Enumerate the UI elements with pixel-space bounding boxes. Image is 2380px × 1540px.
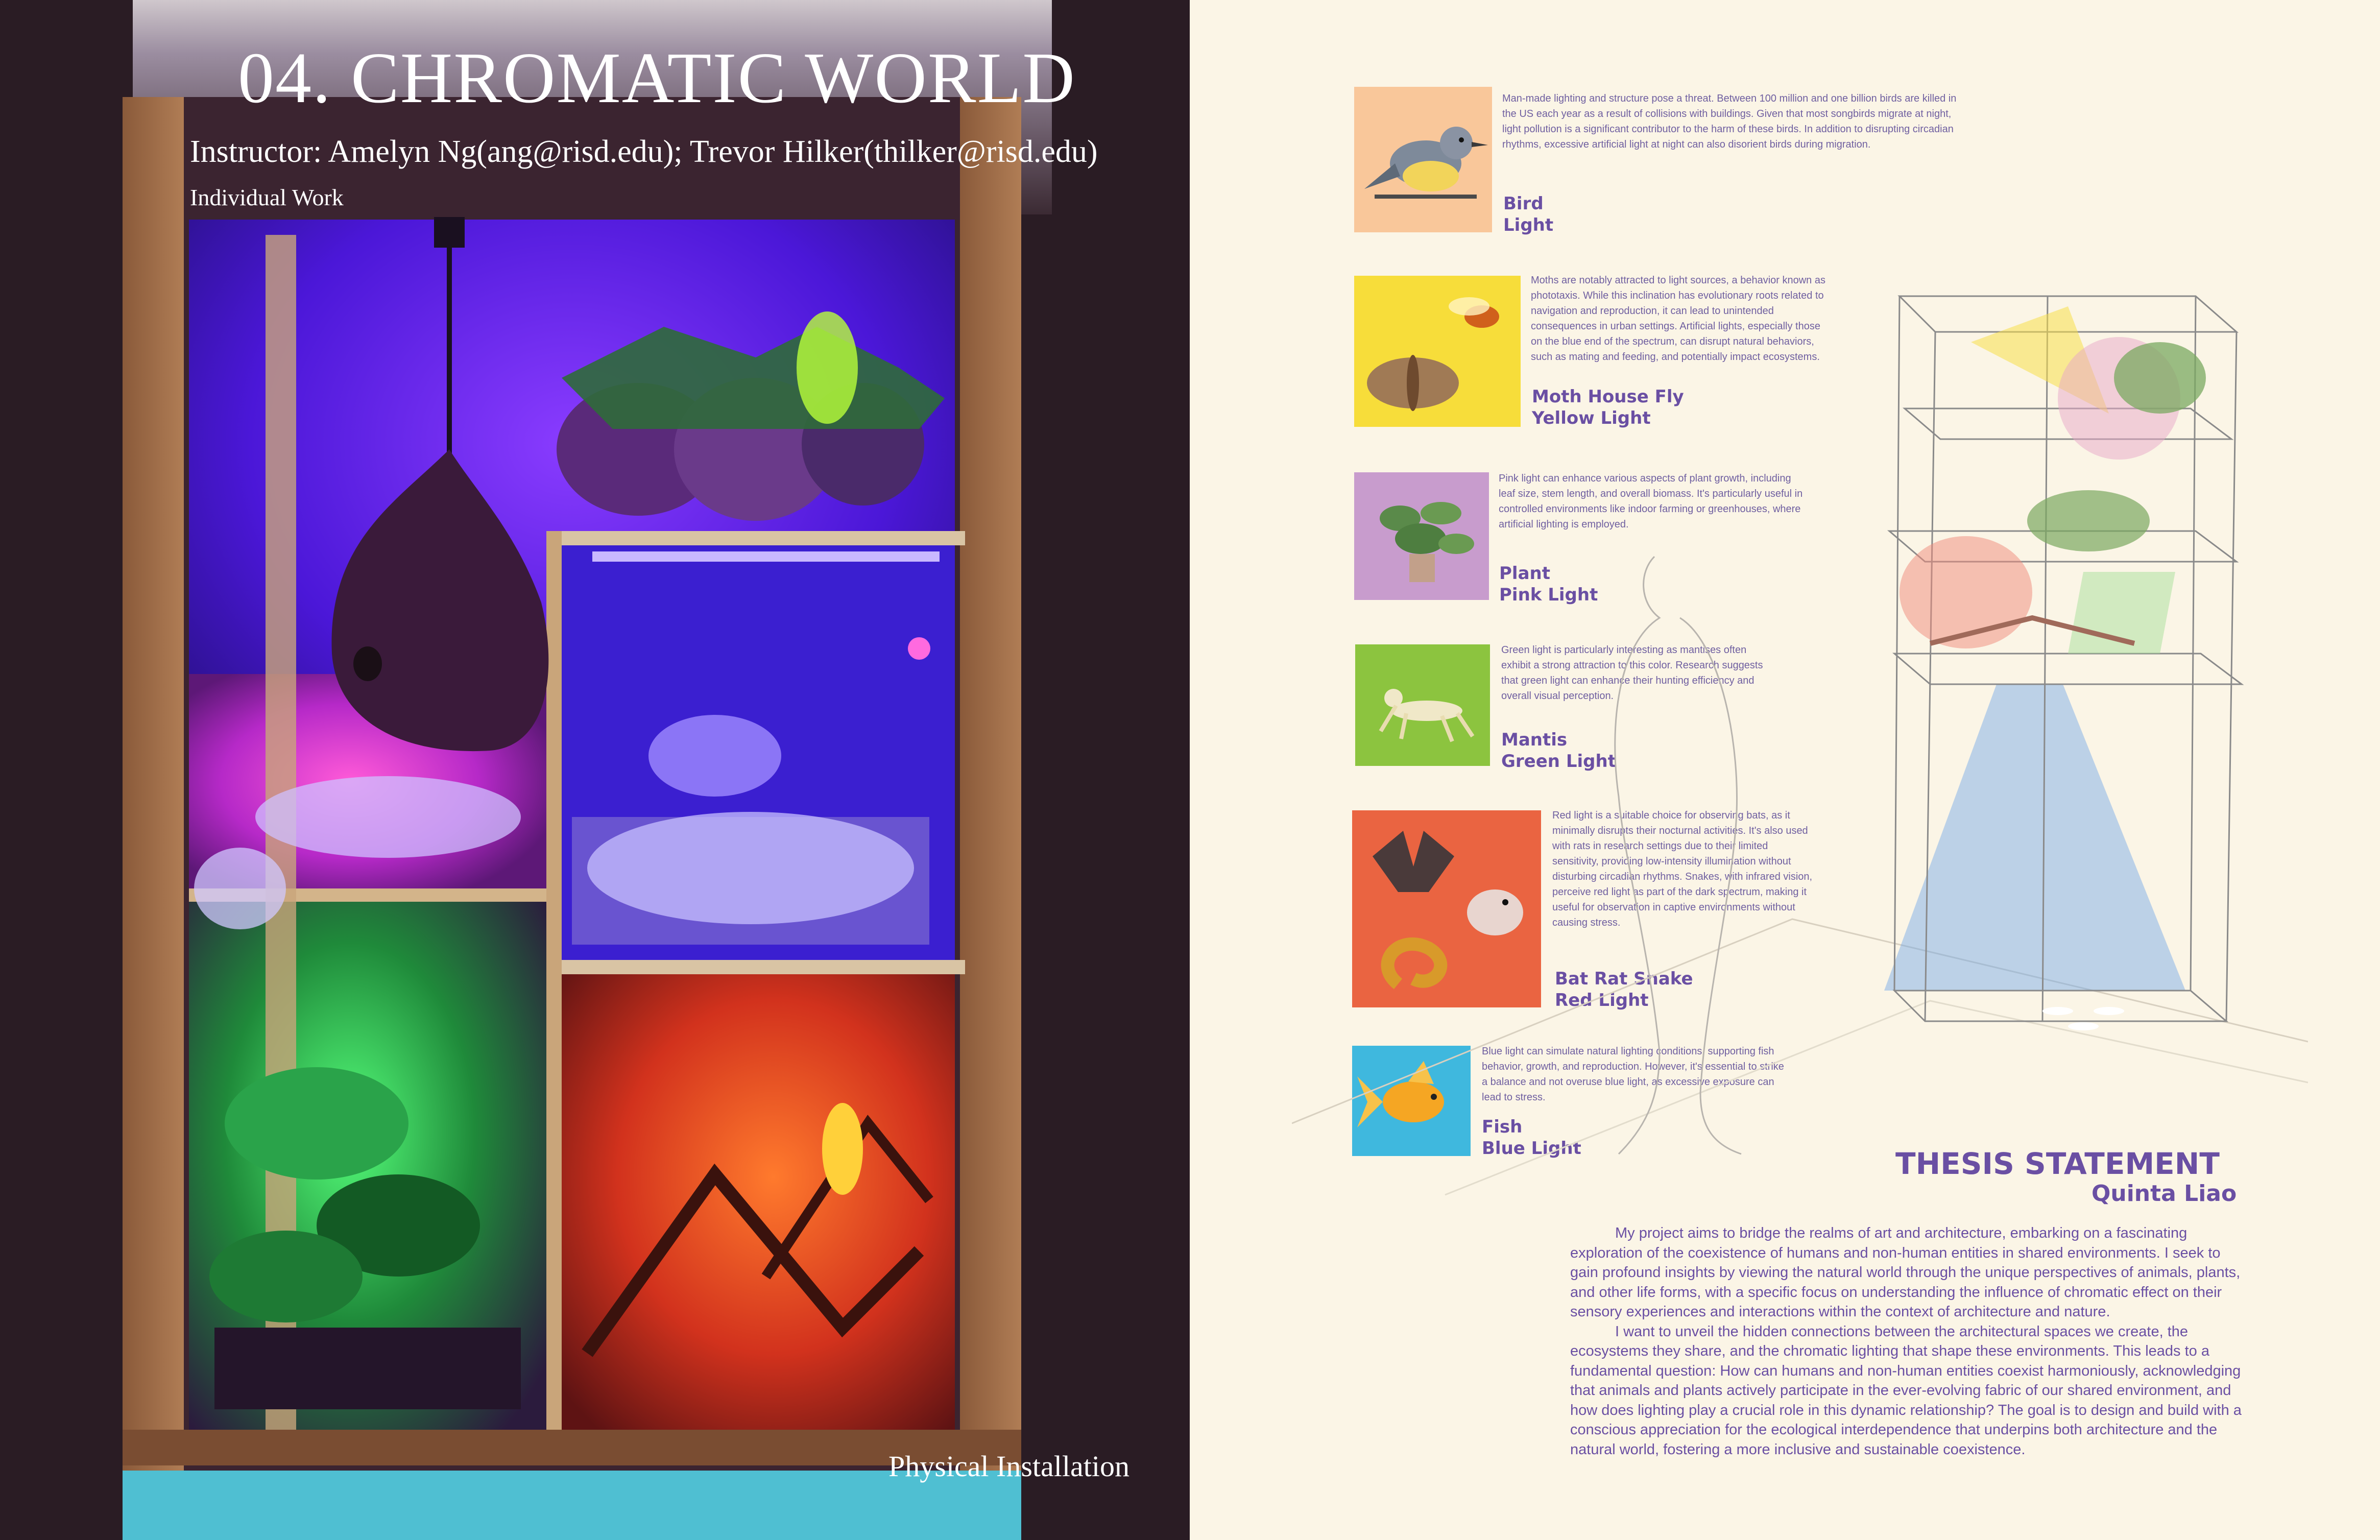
moth-light: Yellow Light [1532, 408, 1651, 428]
bird-name: Bird [1503, 194, 1544, 214]
work-type: Individual Work [190, 184, 344, 210]
bat-rat-snake-description: Red light is a suitable choice for observing bats, as it minimally disrupts their nocturnal activities. It's also used with rats in research settings due to their limited sensitivity, providing low-intensity illumination without disturbing circadian rhythms. Snakes, with infrared vision, perceive red light as part of the dark spectrum, making it useful for observation in captive environments without causing stress. [1552, 810, 1813, 928]
thesis-body [1570, 1223, 2244, 1459]
installation-diagram [1292, 286, 2308, 1215]
plant-name: Plant [1499, 563, 1550, 584]
instructor-line: Instructor: Amelyn Ng(ang@risd.edu); Trevor Hilker(thilker@risd.edu) [190, 134, 1098, 169]
page-title: 04. CHROMATIC WORLD [238, 37, 1076, 118]
mantis-name: Mantis [1501, 730, 1568, 750]
mantis-description: Green light is particularly interesting as mantises often exhibit a strong attraction to this color. Research suggests that green light can enhance their hunting efficiency and overall visual perception. [1501, 644, 1763, 702]
bird-label [1503, 193, 1553, 236]
moth-description: Moths are notably attracted to light sources, a behavior known as phototaxis. While this inclination has evolutionary roots related to navigation and reproduction, it can lead to unintended consequences in urban settings. Artificial lights, especially those on the blue end of the spectrum, can disrupt natural behaviors, such as mating and feeding, and potentially impact ecosystems. [1531, 275, 1825, 363]
bird-light: Light [1503, 215, 1554, 235]
fish-name: Fish [1482, 1117, 1523, 1137]
thesis-title: THESIS STATEMENT [1895, 1146, 2220, 1181]
fish-light: Blue Light [1482, 1138, 1581, 1159]
plant-light: Pink Light [1499, 585, 1598, 605]
bat-rat-snake-name: Bat Rat Snake [1555, 969, 1693, 989]
thesis-paragraph: I want to unveil the hidden connections between the architectural spaces we create, the ecosystems they share, and the chromatic lighting that shape these environments. This leads to a fundamental question: How can humans and non-human entities coexist harmoniously, acknowledging that animals and plants actively participate in the ever-evolving fabric of our shared environment, and how does lighting play a crucial role in this dynamic relationship? The goal is to design and build with a conscious appreciation for the ecological interdependence that underpins both architecture and the natural world, fostering a more inclusive and sustainable coexistence. [1570, 1323, 2242, 1458]
bird-description: Man-made lighting and structure pose a threat. Between 100 million and one billion birds are killed in the US each year as a result of collisions with buildings. Given that most songbirds migrate at night, light pollution is a significant contributor to the harm of these birds. In addition to disrupting circadian rhythms, excessive artificial light at night can also disorient birds during migration. [1502, 93, 1957, 150]
thesis-author: Quinta Liao [2091, 1181, 2237, 1207]
fish-description: Blue light can simulate natural lighting conditions, supporting fish behavior, growth, and reproduction. However, it's essential to strike a balance and not overuse blue light, as excessive exposure can lead to stress. [1482, 1046, 1784, 1103]
moth-name: Moth House Fly [1532, 387, 1684, 407]
bird-tile [1354, 87, 1492, 232]
bat-rat-snake-light: Red Light [1555, 990, 1649, 1010]
plant-description: Pink light can enhance various aspects of plant growth, including leaf size, stem length, and overall biomass. It's particularly useful in controlled environments like indoor farming or greenhouses, where artificial lighting is employed. [1499, 473, 1803, 530]
mantis-light: Green Light [1501, 751, 1616, 772]
photo-caption: Physical Installation [888, 1450, 1129, 1483]
bird-icon [1354, 87, 1492, 232]
thesis-paragraph: My project aims to bridge the realms of art and architecture, embarking on a fascinating exploration of the coexistence of humans and non-human entities in shared environments. I seek to gain profound insights by viewing the natural world through the unique perspectives of animals, plants, and other life forms, with a specific focus on understanding the influence of chromatic effect on their sensory experiences and interactions within the context of architecture and nature. [1570, 1225, 2241, 1320]
